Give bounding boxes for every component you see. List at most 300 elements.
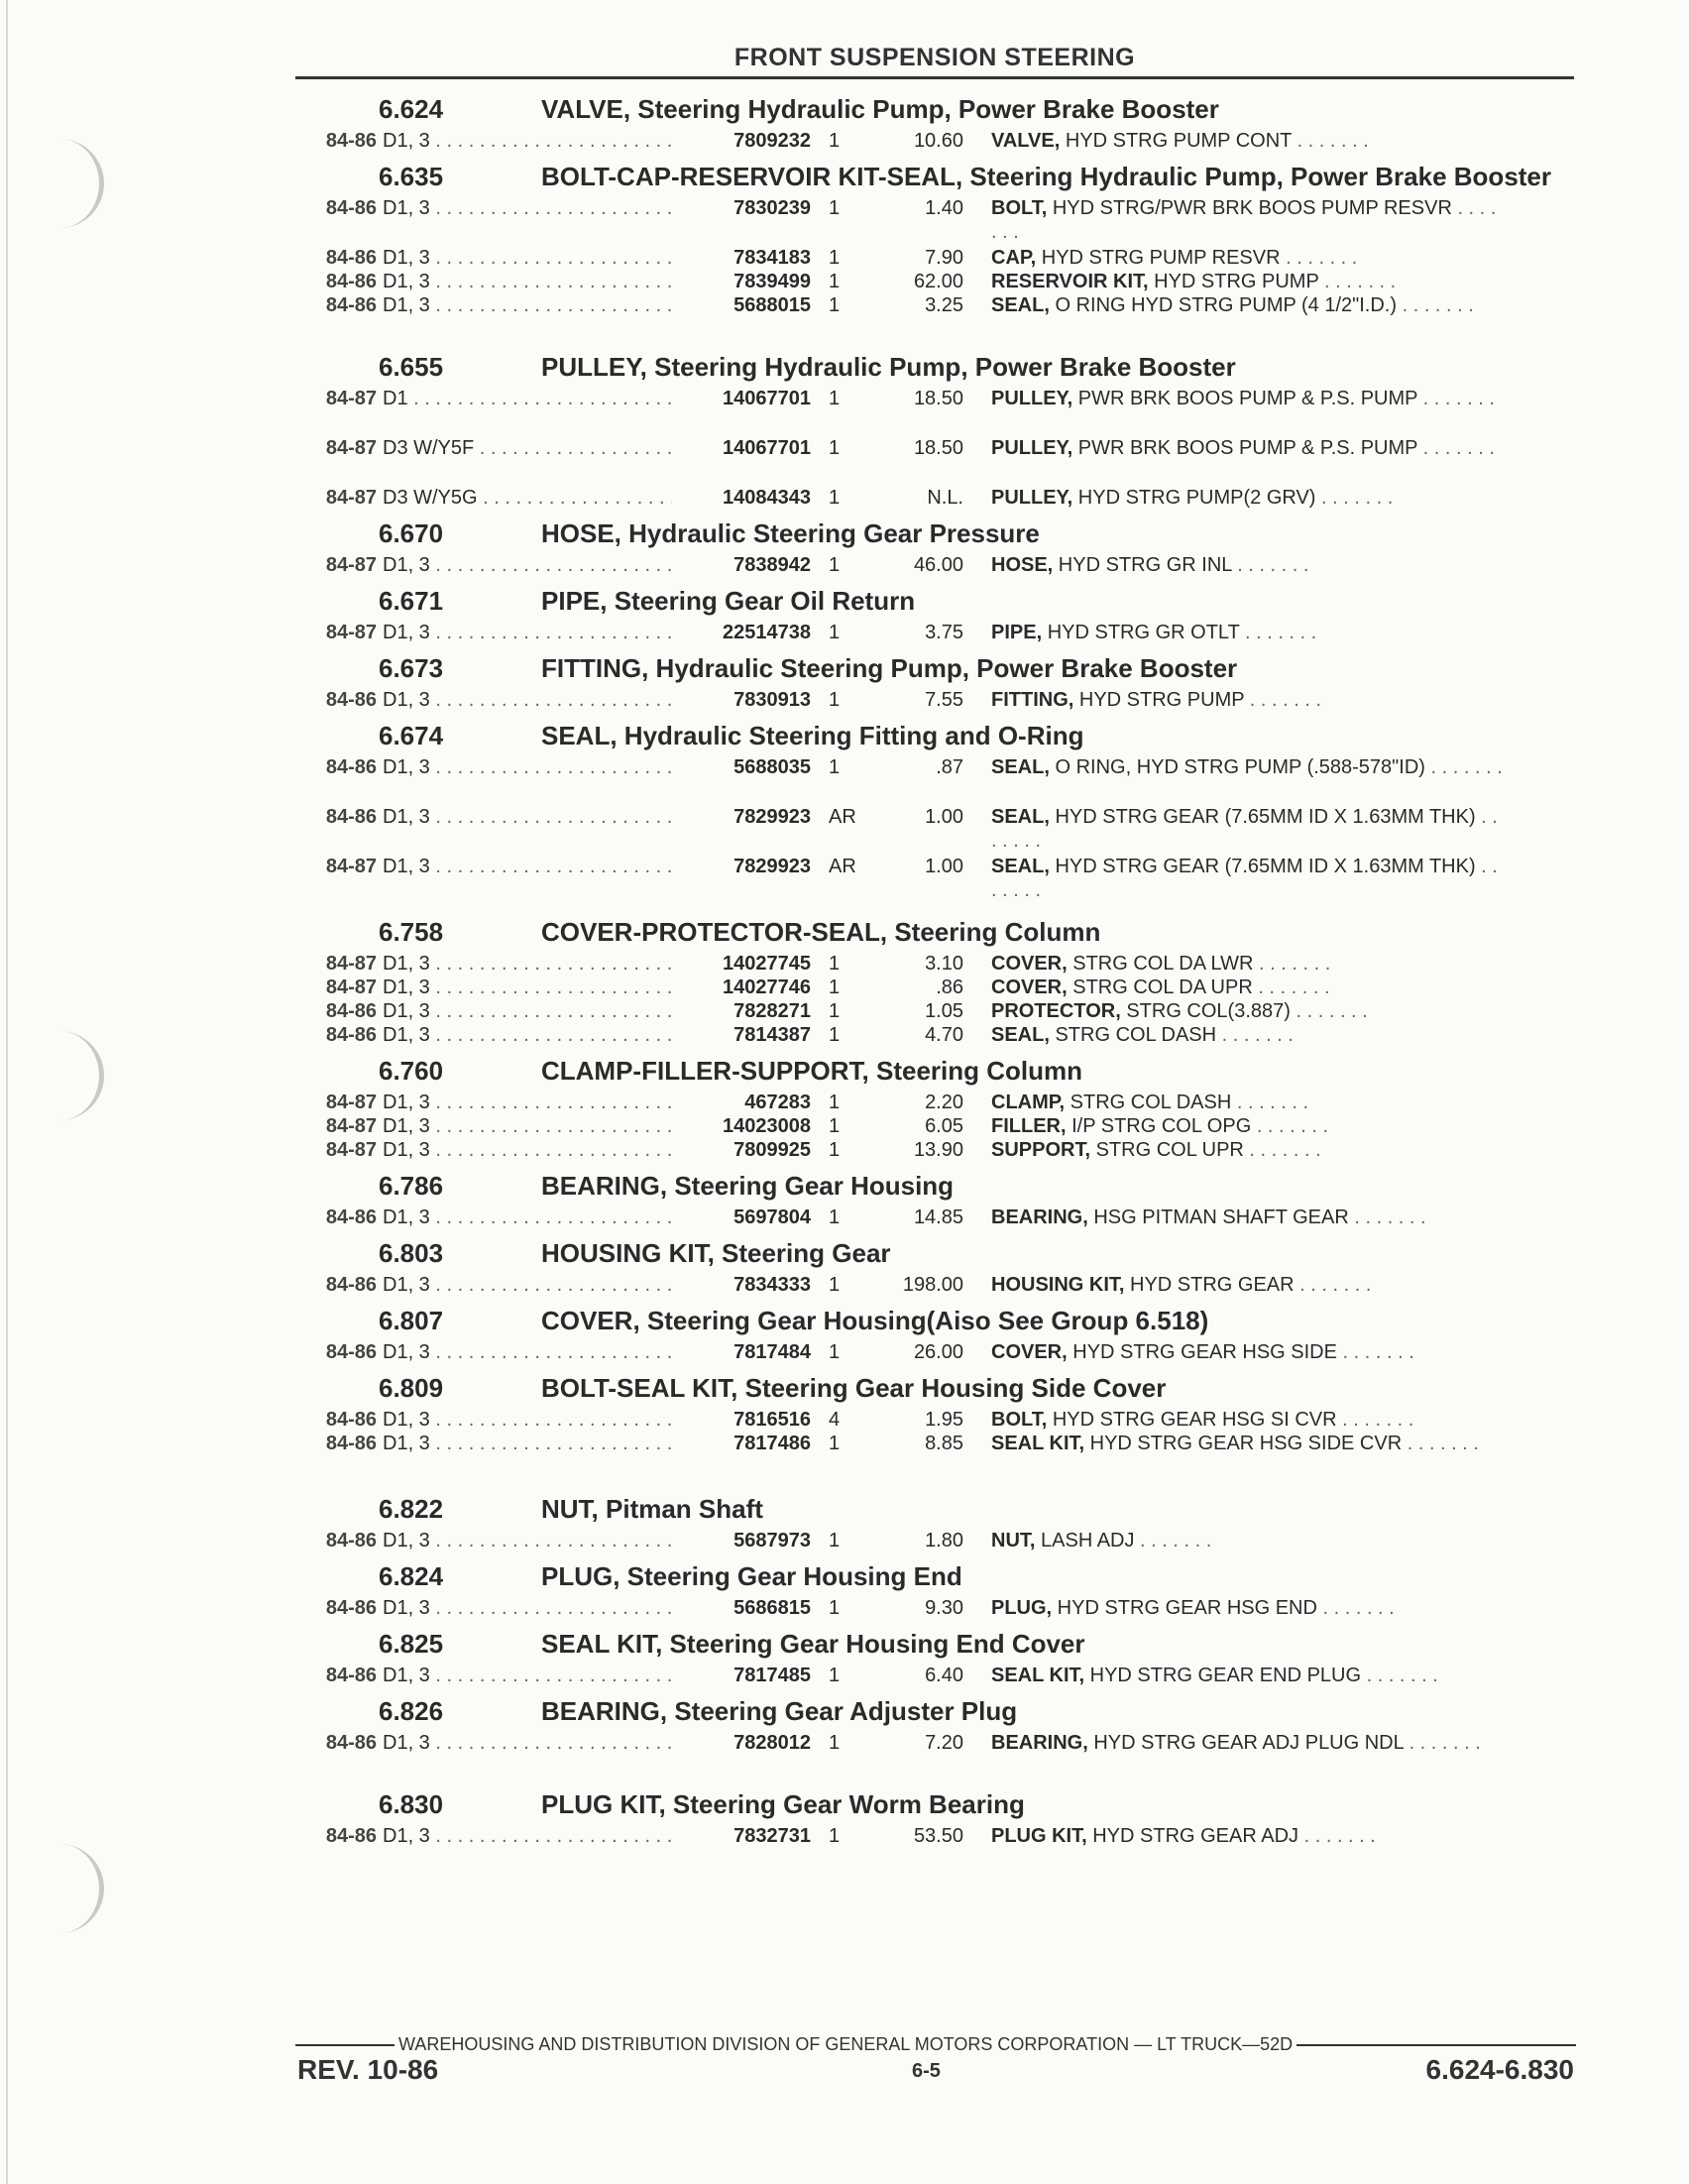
group-title: PLUG KIT, Steering Gear Worm Bearing [541,1789,1025,1819]
price: 13.90 [913,1139,963,1161]
part-row [297,1340,1576,1364]
part-description [963,952,1507,976]
part-noun: BEARING, [991,1207,1088,1228]
catalog-group [297,163,1576,343]
part-number: 7816516 [733,1409,811,1431]
price: .87 [936,756,963,778]
group-heading [297,1790,1576,1818]
part-number: 22514738 [723,622,811,643]
model-year: 84-86 [325,1341,377,1363]
group-number: 6.824 [379,1561,444,1591]
part-noun: VALVE, [991,130,1061,152]
dot-leader: . . . . . . . [1231,1092,1309,1113]
part-number: 7817486 [733,1433,811,1454]
group-number: 6.826 [379,1696,444,1726]
part-row [297,976,1576,999]
group-number: 6.655 [379,352,444,382]
dot-leader: . . . . . . . [1239,622,1317,643]
part-noun: SEAL, [991,806,1050,828]
quantity: 1 [829,294,841,316]
dot-leader: . . . . . . . [1417,437,1495,459]
group-number: 6.670 [379,518,444,548]
part-noun: FITTING, [991,689,1074,711]
part-detail: HYD STRG GEAR HSG SI CVR [1047,1409,1337,1431]
model-code: D1, 3 . . . [383,1340,672,1364]
model-year: 84-87 [325,622,377,643]
quantity: 1 [829,977,841,998]
model-code: D1, 3 . . . [383,855,672,878]
dot-leader: . . . . . . . [1244,689,1321,711]
model-code: D1, 3 . . . [383,196,672,220]
catalog-group [297,1374,1576,1481]
group-heading [297,654,1576,682]
model-code: D1, 3 . . . [383,976,672,999]
price: 46.00 [913,554,963,576]
part-detail: HYD STRG GR OTLT [1042,622,1240,643]
group-heading [297,1307,1576,1334]
part-description [963,855,1507,902]
dot-leader: . . . . . . . [1404,1732,1481,1754]
price: 198.00 [902,1274,963,1296]
dot-leader: . . . . . . . [1402,1433,1479,1454]
group-heading [297,1630,1576,1658]
part-description [963,1340,1507,1364]
model-code: D1, 3 . . . [383,246,672,270]
model-code: D1, 3 . . . [383,1114,672,1138]
page-number: 6-5 [912,2060,941,2082]
part-row [297,1824,1576,1848]
price: 2.20 [925,1092,963,1113]
dot-leader: . . . . . . . [1336,1409,1414,1431]
part-row [297,246,1576,270]
price: 7.20 [925,1732,963,1754]
group-title: FITTING, Hydraulic Steering Pump, Power Brake Booster [541,653,1238,683]
part-number: 7834183 [733,247,811,269]
part-noun: PLUG, [991,1597,1053,1619]
part-detail: STRG COL DA UPR [1067,977,1253,998]
part-description [963,293,1507,317]
catalog-group [297,1790,1576,1848]
model-year: 84-86 [325,1597,377,1619]
part-noun: PROTECTOR, [991,1000,1121,1022]
model-year: 84-87 [325,953,377,975]
price: 6.40 [925,1665,963,1686]
part-number: 14067701 [723,437,811,459]
part-row [297,855,1576,904]
dot-leader: . . . . . . . [1252,977,1330,998]
quantity: 1 [829,953,841,975]
part-detail: HSG PITMAN SHAFT GEAR [1087,1207,1349,1228]
part-description [963,1114,1507,1138]
part-detail: HYD STRG GEAR HSG SIDE CVR [1084,1433,1403,1454]
catalog-group [297,519,1576,577]
dot-leader: . . . . . . . [1336,1341,1414,1363]
part-detail: I/P STRG COL OPG [1066,1115,1252,1137]
part-description [963,1824,1507,1848]
model-code: D1, 3 . . . [383,621,672,644]
model-year: 84-87 [325,1115,377,1137]
dot-leader: . . . . . . . [1216,1024,1294,1046]
part-detail: STRG COL DA LWR [1067,953,1254,975]
part-number: 5697804 [733,1207,811,1228]
quantity: 1 [829,1665,841,1686]
part-row [297,1114,1576,1138]
model-year: 84-87 [325,554,377,576]
price: 3.75 [925,622,963,643]
group-range: 6.624-6.830 [1425,2054,1574,2085]
part-description [963,129,1507,153]
model-code: D1, 3 . . . [383,1091,672,1114]
price: 18.50 [913,388,963,409]
part-row [297,805,1576,855]
price: 1.95 [925,1409,963,1431]
model-code: D1, 3 . . . [383,1731,672,1755]
model-year: 84-86 [325,756,377,778]
part-detail: HYD STRG GR INL [1053,554,1232,576]
group-heading [297,722,1576,749]
group-title: CLAMP-FILLER-SUPPORT, Steering Column [541,1056,1082,1086]
quantity: 1 [829,1597,841,1619]
group-heading [297,587,1576,615]
model-code: D1, 3 . . . [383,129,672,153]
part-number: 467283 [744,1092,811,1113]
group-number: 6.671 [379,586,444,616]
part-description [963,1273,1507,1297]
part-row [297,1206,1576,1229]
catalog-group [297,1307,1576,1364]
group-title: COVER, Steering Gear Housing(Aiso See Group 6.518) [541,1306,1209,1335]
group-title: NUT, Pitman Shaft [541,1494,763,1524]
part-noun: SEAL, [991,294,1050,316]
part-detail: HYD STRG GEAR END PLUG [1084,1665,1362,1686]
quantity: 1 [829,1732,841,1754]
part-description [963,1023,1507,1047]
group-number: 6.809 [379,1373,444,1403]
part-description [963,436,1507,460]
model-year: 84-87 [325,388,377,409]
part-description [963,1664,1507,1687]
model-code: D1, 3 . . . [383,293,672,317]
group-title: HOUSING KIT, Steering Gear [541,1238,891,1268]
part-description [963,1731,1507,1755]
part-detail: PWR BRK BOOS PUMP & P.S. PUMP [1072,437,1418,459]
quantity: 1 [829,487,841,509]
part-row [297,129,1576,153]
part-description [963,486,1507,510]
model-year: 84-87 [325,1139,377,1161]
part-row [297,1529,1576,1552]
quantity: 1 [829,437,841,459]
part-noun: PULLEY, [991,388,1073,409]
price: 7.90 [925,247,963,269]
dot-leader: . . . . . . . [991,856,1498,901]
quantity: 1 [829,1433,841,1454]
part-description [963,270,1507,293]
part-noun: SUPPORT, [991,1139,1091,1161]
model-year: 84-86 [325,1665,377,1686]
part-number: 14084343 [723,487,811,509]
part-detail: STRG COL DASH [1065,1092,1232,1113]
price: 62.00 [913,271,963,292]
part-row [297,755,1576,805]
group-title: VALVE, Steering Hydraulic Pump, Power Brake Booster [541,94,1219,124]
part-noun: SEAL, [991,756,1050,778]
catalog-group [297,353,1576,510]
price: 7.55 [925,689,963,711]
binder-hole [59,139,104,228]
part-description [963,805,1507,853]
part-number: 7830239 [733,197,811,219]
group-number: 6.807 [379,1306,444,1335]
model-code: D1, 3 . . . [383,1206,672,1229]
model-year: 84-86 [325,1530,377,1552]
model-year: 84-86 [325,197,377,219]
model-year: 84-86 [325,1024,377,1046]
model-code: D1, 3 . . . [383,270,672,293]
part-row [297,1731,1576,1781]
part-number: 7809925 [733,1139,811,1161]
part-row [297,270,1576,293]
model-code: D1 . . . [383,387,672,410]
group-number: 6.673 [379,653,444,683]
part-description [963,1432,1507,1455]
dot-leader: . . . . . . . [1316,1597,1395,1619]
dot-leader: . . . . . . . [1424,756,1503,778]
part-row [297,952,1576,976]
group-title: PIPE, Steering Gear Oil Return [541,586,916,616]
group-heading [297,353,1576,381]
part-noun: CLAMP, [991,1092,1066,1113]
part-row [297,387,1576,436]
revision-label: REV. 10-86 [297,2054,439,2085]
part-noun: HOSE, [991,554,1054,576]
part-description [963,621,1507,644]
group-number: 6.786 [379,1171,444,1201]
part-detail: HYD STRG PUMP [1073,689,1245,711]
part-noun: FILLER, [991,1115,1067,1137]
quantity: 1 [829,554,841,576]
part-number: 5687973 [733,1530,811,1552]
part-noun: SEAL, [991,1024,1050,1046]
part-noun: PULLEY, [991,487,1073,509]
part-description [963,1596,1507,1620]
model-year: 84-86 [325,1732,377,1754]
quantity: 1 [829,271,841,292]
part-number: 7814387 [733,1024,811,1046]
model-code: D1, 3 . . . [383,1138,672,1162]
model-code: D1, 3 . . . [383,1023,672,1047]
part-number: 5688015 [733,294,811,316]
quantity: 1 [829,197,841,219]
part-row [297,1664,1576,1687]
catalog-group [297,1697,1576,1781]
model-year: 84-86 [325,130,377,152]
price: 6.05 [925,1115,963,1137]
part-noun: RESERVOIR KIT, [991,271,1149,292]
price: 18.50 [913,437,963,459]
group-title: PLUG, Steering Gear Housing End [541,1561,962,1591]
part-detail: HYD STRG GEAR ADJ [1086,1825,1299,1847]
part-detail: HYD STRG PUMP(2 GRV) [1072,487,1316,509]
group-title: HOSE, Hydraulic Steering Gear Pressure [541,518,1040,548]
part-row [297,486,1576,510]
group-heading [297,1239,1576,1267]
part-number: 7834333 [733,1274,811,1296]
part-detail: HYD STRG GEAR ADJ PLUG NDL [1087,1732,1405,1754]
part-noun: COVER, [991,977,1068,998]
part-number: 7832731 [733,1825,811,1847]
part-number: 5686815 [733,1597,811,1619]
group-number: 6.674 [379,721,444,750]
part-noun: BEARING, [991,1732,1088,1754]
part-noun: HOUSING KIT, [991,1274,1125,1296]
part-noun: COVER, [991,953,1068,975]
quantity: 1 [829,1024,841,1046]
dot-leader: . . . . . . . [1231,554,1309,576]
catalog-group [297,1172,1576,1229]
quantity: 1 [829,130,841,152]
group-number: 6.624 [379,94,444,124]
model-code: D1, 3 . . . [383,952,672,976]
part-noun: NUT, [991,1530,1036,1552]
price: .86 [936,977,963,998]
part-description [963,688,1507,712]
part-row [297,1408,1576,1432]
dot-leader: . . . . . . . [1290,1000,1368,1022]
model-year: 84-86 [325,689,377,711]
footer-division: WAREHOUSING AND DISTRIBUTION DIVISION OF GENERAL MOTORS CORPORATION — LT TRUCK—52D [398,2034,1294,2054]
dot-leader: . . . . . . . [991,197,1497,243]
catalog-group [297,587,1576,644]
group-title: BOLT-CAP-RESERVOIR KIT-SEAL, Steering Hydraulic Pump, Power Brake Booster [541,162,1552,191]
group-heading [297,1562,1576,1590]
part-noun: CAP, [991,247,1037,269]
catalog-group [297,1495,1576,1552]
part-noun: SEAL KIT, [991,1665,1085,1686]
model-code: D3 W/Y5G . . . [383,486,672,510]
dot-leader: . . . . . . . [1280,247,1358,269]
quantity: AR [829,856,856,877]
quantity: 1 [829,247,841,269]
model-year: 84-87 [325,437,377,459]
price: 4.70 [925,1024,963,1046]
group-number: 6.803 [379,1238,444,1268]
model-code: D1, 3 . . . [383,1664,672,1687]
price: 1.00 [925,856,963,877]
part-description [963,553,1507,577]
part-noun: SEAL, [991,856,1050,877]
part-number: 7839499 [733,271,811,292]
group-number: 6.758 [379,917,444,947]
part-row [297,1273,1576,1297]
catalog-group [297,1239,1576,1297]
model-year: 84-86 [325,271,377,292]
group-heading [297,918,1576,946]
part-noun: SEAL KIT, [991,1433,1085,1454]
catalog-group [297,1562,1576,1620]
price: 1.80 [925,1530,963,1552]
dot-leader: . . . . . . . [1294,1274,1372,1296]
dot-leader: . . . . . . . [991,806,1498,852]
group-title: SEAL, Hydraulic Steering Fitting and O-Ring [541,721,1084,750]
quantity: 1 [829,1341,841,1363]
part-number: 7809232 [733,130,811,152]
model-code: D1, 3 . . . [383,805,672,829]
part-detail: HYD STRG GEAR (7.65MM ID X 1.63MM THK) [1049,806,1476,828]
model-year: 84-86 [325,1409,377,1431]
price: 8.85 [925,1433,963,1454]
part-noun: BOLT, [991,1409,1048,1431]
model-year: 84-86 [325,294,377,316]
dot-leader: . . . . . . . [1361,1665,1438,1686]
catalog-group [297,1057,1576,1162]
price: N.L. [927,487,963,509]
model-code: D1, 3 . . . [383,1596,672,1620]
binder-edge [6,0,8,2184]
part-detail: O RING HYD STRG PUMP (4 1/2"I.D.) [1049,294,1398,316]
quantity: 1 [829,1115,841,1137]
dot-leader: . . . . . . . [1251,1115,1329,1137]
part-number: 7817485 [733,1665,811,1686]
part-detail: HYD STRG PUMP RESVR [1036,247,1281,269]
quantity: 1 [829,622,841,643]
model-code: D1, 3 . . . [383,1529,672,1552]
model-code: D1, 3 . . . [383,999,672,1023]
part-detail: STRG COL DASH [1049,1024,1217,1046]
quantity: 1 [829,1139,841,1161]
part-row [297,436,1576,486]
catalog-group [297,722,1576,904]
part-number: 14027746 [723,977,811,998]
quantity: 4 [829,1409,841,1431]
group-title: COVER-PROTECTOR-SEAL, Steering Column [541,917,1101,947]
part-row [297,553,1576,577]
part-description [963,1206,1507,1229]
group-heading [297,95,1576,123]
catalog-group [297,654,1576,712]
part-number: 7817484 [733,1341,811,1363]
model-code: D1, 3 . . . [383,1273,672,1297]
model-year: 84-86 [325,1274,377,1296]
quantity: 1 [829,1274,841,1296]
model-code: D1, 3 . . . [383,755,672,779]
model-code: D1, 3 . . . [383,1408,672,1432]
price: 1.00 [925,806,963,828]
part-detail: O RING, HYD STRG PUMP (.588-578"ID) [1049,756,1425,778]
part-detail: HYD STRG/PWR BRK BOOS PUMP RESVR [1047,197,1452,219]
part-row [297,688,1576,712]
part-description [963,755,1507,779]
group-number: 6.635 [379,162,444,191]
part-row [297,1023,1576,1047]
part-detail: HYD STRG GEAR HSG END [1052,1597,1317,1619]
group-title: BOLT-SEAL KIT, Steering Gear Housing Side Cover [541,1373,1167,1403]
part-noun: COVER, [991,1341,1068,1363]
quantity: 1 [829,1000,841,1022]
part-description [963,976,1507,999]
dot-leader: . . . . . . . [1315,487,1394,509]
part-detail: STRG COL(3.887) [1120,1000,1291,1022]
dot-leader: . . . . . . . [1397,294,1474,316]
model-year: 84-87 [325,487,377,509]
part-number: 14067701 [723,388,811,409]
quantity: 1 [829,1530,841,1552]
part-row [297,293,1576,343]
price: 1.40 [925,197,963,219]
part-number: 7830913 [733,689,811,711]
part-description [963,387,1507,410]
dot-leader: . . . . . . . [1292,130,1369,152]
